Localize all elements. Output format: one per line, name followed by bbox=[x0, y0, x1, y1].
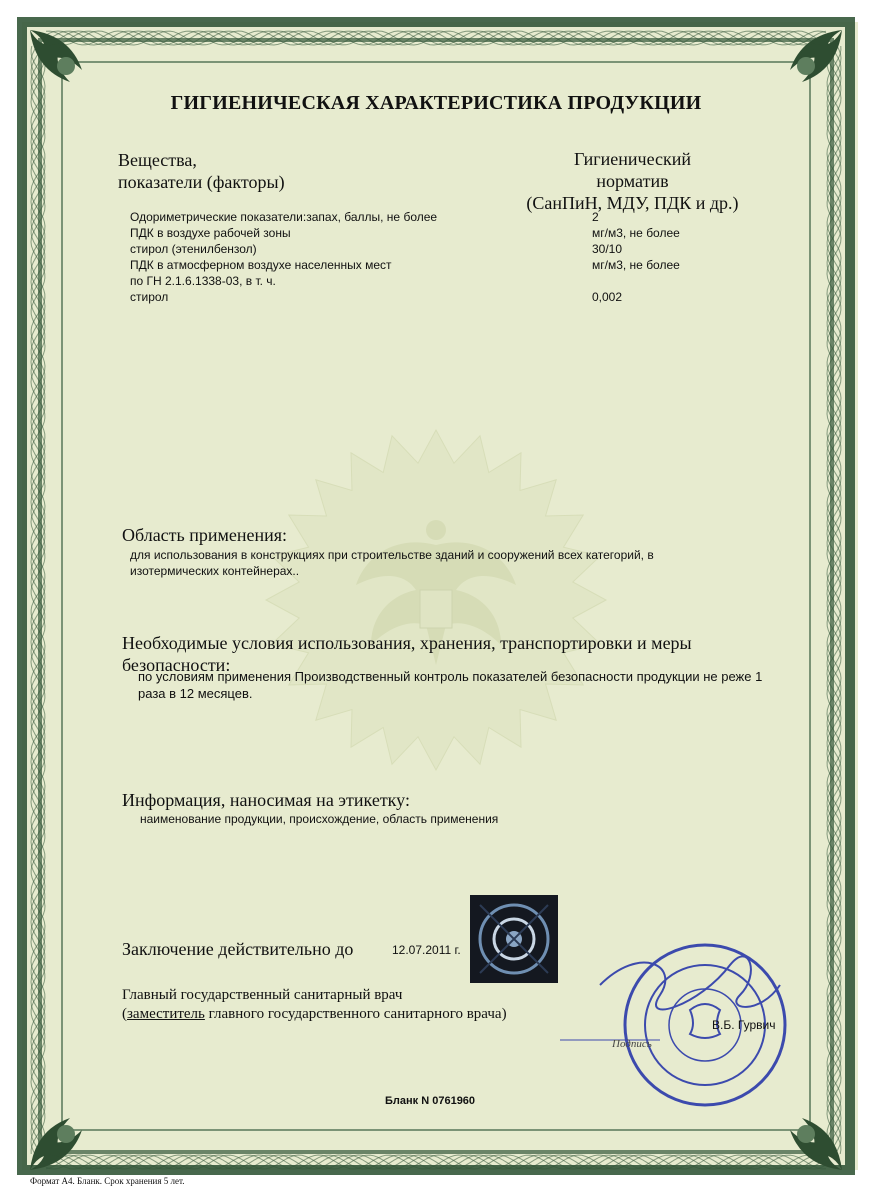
conditions-text bbox=[138, 668, 762, 702]
label-info-heading: Информация, наносимая на этикетку: bbox=[122, 790, 410, 810]
validity-label: Заключение действительно до bbox=[122, 939, 354, 959]
row-label: ПДК в воздухе рабочей зоны bbox=[130, 226, 291, 240]
double-headed-eagle-emblem bbox=[266, 430, 606, 770]
signatory-line2-rest: главного государственного санитарного врача) bbox=[204, 1006, 507, 1022]
table-row bbox=[0, 289, 872, 305]
table-row bbox=[0, 273, 872, 289]
conditions-heading-line1: Необходимые условия использования, хранения, транспортировки и меры bbox=[122, 633, 692, 653]
signatory-deputy: заместитель bbox=[127, 1006, 205, 1022]
header-norm bbox=[510, 148, 755, 214]
signatory-block bbox=[122, 986, 507, 1024]
signatory-line1: Главный государственный санитарный врач bbox=[122, 987, 403, 1003]
table-row bbox=[0, 225, 872, 241]
scope-line1: для использования в конструкциях при строительстве зданий и сооружений всех категорий, в bbox=[130, 548, 654, 562]
header-norm-line3: (СанПиН, МДУ, ПДК и др.) bbox=[526, 193, 739, 213]
row-value: мг/м3, не более bbox=[592, 258, 680, 272]
header-norm-line2: норматив bbox=[596, 171, 669, 191]
signatory-name: В.Б. Гурвич bbox=[712, 1018, 776, 1032]
header-substances-line2: показатели (факторы) bbox=[118, 172, 285, 192]
scope-text bbox=[130, 547, 654, 579]
gossluzhba-hologram bbox=[470, 895, 558, 983]
row-label: стирол (этенилбензол) bbox=[130, 242, 257, 256]
document-title: ГИГИЕНИЧЕСКАЯ ХАРАКТЕРИСТИКА ПРОДУКЦИИ bbox=[170, 92, 702, 114]
signatory-open-paren: ( bbox=[122, 1006, 127, 1022]
row-label: стирол bbox=[130, 290, 169, 304]
row-value: 30/10 bbox=[592, 242, 623, 256]
label-info-text: наименование продукции, происхождение, область применения bbox=[140, 812, 499, 826]
scope-line2: изотермических контейнерах.. bbox=[130, 564, 300, 578]
conditions-heading-line2: безопасности: bbox=[122, 655, 231, 675]
signatory-line2 bbox=[122, 1005, 507, 1024]
table-row bbox=[0, 241, 872, 257]
signature-caption: Подпись bbox=[612, 1038, 652, 1050]
row-value: 2 bbox=[592, 210, 599, 224]
validity-date: 12.07.2011 г. bbox=[392, 943, 461, 957]
header-norm-line1: Гигиенический bbox=[573, 149, 692, 169]
row-label: ПДК в атмосферном воздухе населенных мест bbox=[130, 258, 392, 272]
row-label: по ГН 2.1.6.1338-03, в т. ч. bbox=[130, 274, 276, 288]
header-substances-line1: Вещества, bbox=[118, 150, 197, 170]
conditions-line1: по условиям применения Производственный контроль показателей безопасности продукции не реже 1 bbox=[138, 669, 763, 684]
scope-heading: Область применения: bbox=[122, 525, 288, 545]
footer-note: Формат А4. Бланк. Срок хранения 5 лет. bbox=[30, 1176, 185, 1186]
row-label: Одориметрические показатели:запах, баллы, не более bbox=[130, 210, 438, 224]
table-row bbox=[0, 209, 872, 225]
indicators-table bbox=[0, 209, 872, 309]
row-value: мг/м3, не более bbox=[592, 226, 680, 240]
table-row bbox=[0, 257, 872, 273]
row-value: 0,002 bbox=[592, 290, 623, 304]
blank-number: Бланк N 0761960 bbox=[385, 1095, 476, 1107]
conditions-line2: раза в 12 месяцев. bbox=[138, 686, 253, 701]
header-substances bbox=[118, 149, 285, 193]
